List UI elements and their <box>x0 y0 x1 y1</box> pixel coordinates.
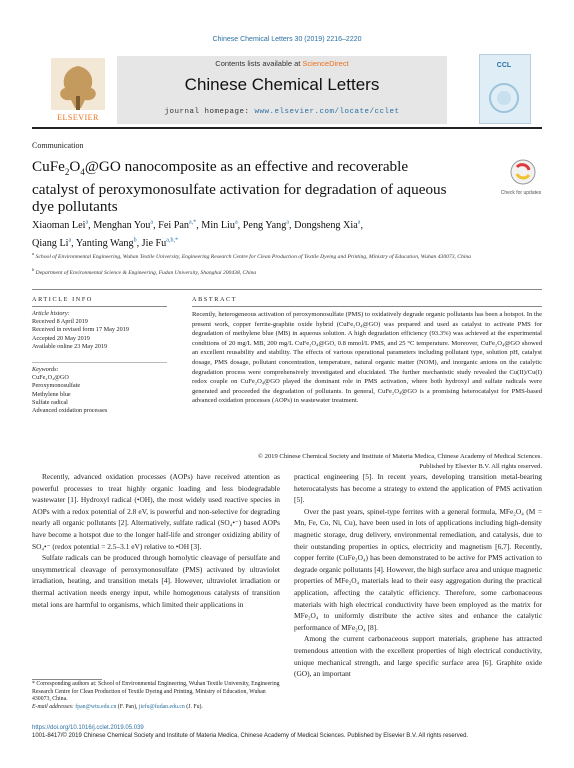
affiliation: $^a$ School of Environmental Engineering, Wuhan Textile University, Engineering Research Centre for Clean Production of Textile Dyeing and Printing, Ministry of Education, Wuhan 430073, China <box>32 251 471 260</box>
author[interactable]: Dongsheng Xia$^a$, <box>294 220 363 232</box>
contents-prefix: Contents lists available at <box>215 59 303 68</box>
contents-line <box>117 59 447 68</box>
article-info-rule <box>32 306 167 307</box>
keyword: Sulfate radical <box>32 398 68 406</box>
corresponding-author-footnote <box>32 681 280 711</box>
body-paragraph: Among the current carbonaceous support materials, graphene has attracted tremendous attention with the excellent properties of high electrical conductivity, unique mechanical strength, and large specific surface area [6]. Graphite oxide (GO), an important <box>294 634 542 679</box>
history-item: Received in revised form 17 May 2019 <box>32 326 129 334</box>
article-info-heading: ARTICLE INFO <box>32 296 93 303</box>
copyright-line: © 2019 Chinese Chemical Society and Institute of Materia Medica, Chinese Academy of Medical Sciences. <box>257 453 542 460</box>
email-link[interactable]: jiefu@fudan.edu.cn <box>138 703 185 710</box>
history-item: Accepted 20 May 2019 <box>32 334 90 342</box>
body-paragraph: practical engineering [5]. In recent years, developing transition metal-bearing heterocatalysts has become a strategy to extend the application of PMS activation [5]. <box>294 472 542 505</box>
history-item: Received 8 April 2019 <box>32 318 88 326</box>
body-paragraph: Recently, advanced oxidation processes (AOPs) have received attention as powerful processes to treat highly organic loading and less biodegradable wastewater [1]. Hydroxyl radical (•OH), the most widely used reactive species in AOPs with a redox potential of 2.8 eV, is powerful and non-selective for degrading nearly all organic pollutants [2]. Alternatively, sulfate radical (SO₄•⁻) based AOPs have become a hotspot due to the longer half-life and stronger oxidizing ability of SO₄•⁻ (redox potential = 2.5–3.1 eV) relative to •OH [3]. <box>32 472 280 551</box>
keywords-label: Keywords: <box>32 366 59 373</box>
title-part: O <box>69 158 81 175</box>
abstract-text: Recently, heterogeneous activation of peroxymonosulfate (PMS) to oxidatively degrade organic pollutants has been a hotspot. In the present work, copper ferrite-graphite oxide hybrid (CuFe₂O₄@GO) was prepared and used as catalyst to activate PMS for degradation of methylene blue (MB) in aqueous solution. A high degradation efficiency (93.3%) was achieved at the experimental conditions of 20 mg/L MB, 200 mg/L CuFe₂O₄@GO, 0.8 mmol/L PMS, and 25 °C temperature. Moreover, CuFe₂O₄@GO showed an excellent reusability and stability. The effects of various operational parameters including pollutant type, solution pH, catalyst dosage, PMS dosage, pollutant concentration, temperature, natural organic matter (NOM), and inorganic anions on the catalytic degradation process were comprehensively investigated and elucidated. The further mechanistic study revealed the Cu(II)/Cu(I) redox couple on CuFe₂O₄@GO played the dominant role in PMS activation, where both hydroxyl and sulfate radicals were generated and proceeded the degradation of pollutants. In general, CuFe₂O₄@GO is a promising heterocatalyst for PMS-based advanced oxidation processes (AOPs) in wastewater treatment. <box>192 311 542 405</box>
title-part: @GO nanocomposite as an effective and recoverable catalyst of peroxymonosulfate activation for degradation of aqueous dye pollutants <box>32 158 447 216</box>
section-rule <box>32 289 542 290</box>
keyword: Methylene blue <box>32 390 71 398</box>
history-label: Article history: <box>32 310 70 317</box>
abstract-copyright <box>192 452 542 471</box>
author[interactable]: Xiaoman Lei$^a$, <box>32 220 94 232</box>
author[interactable]: Jie $Fu^{a,b,*}$ <box>141 237 178 249</box>
copyright-line: Published by Elsevier B.V. All rights reserved. <box>419 462 542 470</box>
abstract-heading: ABSTRACT <box>192 296 238 303</box>
sciencedirect-link[interactable]: ScienceDirect <box>302 59 349 68</box>
body-paragraph: Sulfate radicals can be produced through homolytic cleavage of persulfate and unsymmetrical cleavage of peroxymonosulfate (PMS) activated by ultraviolet irradiation, heating, and transition metals [4]. However, ultraviolet irradiation or thermal activation needs energy input, while homogenous catalysts of transition metal ions are harmful to organisms, which limited their applications in <box>32 553 280 609</box>
body-column-right <box>294 471 542 680</box>
article-info-divider <box>32 362 167 363</box>
title-part: CuFe <box>32 158 65 175</box>
abstract-rule <box>192 306 542 307</box>
affiliation: $^b$ Department of Environmental Science & Engineering, Fudan University, Shanghai 200438, China <box>32 267 257 276</box>
author[interactable]: Qiang Li$^a$, <box>32 237 76 249</box>
elsevier-wordmark: ELSEVIER <box>57 113 99 122</box>
journal-reference[interactable]: Chinese Chemical Letters 30 (2019) 2216–2220 <box>212 36 362 43</box>
journal-cover-text: CCL <box>496 62 512 69</box>
corresponding-note: * Corresponding authors at: School of Environmental Engineering, Wuhan Textile University, Engineering Research Centre for Clean Production of Textile Dyeing and Printing, Ministry of Education, Wuhan 430073, China. <box>32 681 280 703</box>
title-subscript: 4 <box>80 167 85 178</box>
homepage-prefix: journal homepage: <box>164 108 255 116</box>
issn-copyright-line: 1001-8417/© 2019 Chinese Chemical Society and Institute of Materia Medica, Chinese Academy of Medical Sciences. Published by Elsevier B.V. All rights reserved. <box>32 733 469 739</box>
email-link[interactable]: fpan@wtu.edu.cn <box>75 703 117 710</box>
cover-graphic <box>484 78 524 118</box>
author[interactable]: Min Liu$^a$, <box>201 220 243 232</box>
homepage-link[interactable]: www.elsevier.com/locate/cclet <box>254 108 400 116</box>
footnote-rule <box>32 679 102 680</box>
title-subscript: 2 <box>64 167 70 178</box>
keywords <box>32 366 172 415</box>
keyword: Peroxymonosulfate <box>32 382 81 390</box>
article-title <box>32 158 452 215</box>
body-column-left <box>32 471 280 610</box>
author-list <box>32 216 452 251</box>
history-item: Available online 23 May 2019 <box>32 342 108 350</box>
doi-link[interactable]: https://doi.org/10.1016/j.cclet.2019.05.039 <box>32 725 144 731</box>
homepage-line <box>117 108 447 116</box>
section-type: Communication <box>32 141 84 150</box>
check-for-updates-label[interactable]: Check for updates <box>500 190 542 196</box>
article-history <box>32 310 172 351</box>
author[interactable]: Yanting Wang$^b$, <box>75 237 142 249</box>
body-paragraph: Over the past years, spinel-type ferrites with a general formula, MFe₂O₄ (M = Mn, Fe, Co, Ni, Cu), have been used in lots of applications including high-density magnetic storage, drug delivery, environmental remediation, and catalysis, due to their outstanding properties in optics, electricity and magnetism [6,7]. Recently, copper ferrite (CuFe₂O₄) has been demonstrated to be active for PMS activation to degrade organic pollutants [4]. However, the high surface area and unique magnetic properties of MFe₂O₄ materials lead to their easy aggregation during the practical application, affecting the catalytic efficiency. Therefore, some carbonaceous materials with high electrical conductivity have been employed as the matrix for MFe₂O₄ to uniformly distribute the active sites and enhance the catalytic performance of MFe₂O₄ [8]. <box>294 506 542 632</box>
keyword: CuFe₂O₄@GO <box>32 374 69 382</box>
journal-title: Chinese Chemical Letters <box>184 75 380 94</box>
header-rule <box>32 127 542 129</box>
email-line: E-mail addresses: fpan@wtu.edu.cn (F. Pan), jiefu@fudan.edu.cn (J. Fu). <box>32 703 203 710</box>
author[interactable]: Fei Pan$^{a,*}$, <box>158 220 202 232</box>
author[interactable]: Menghan You$^a$, <box>93 220 159 232</box>
keyword: Advanced oxidation processes <box>32 407 108 415</box>
author[interactable]: Peng Yang$^a$, <box>242 220 295 232</box>
